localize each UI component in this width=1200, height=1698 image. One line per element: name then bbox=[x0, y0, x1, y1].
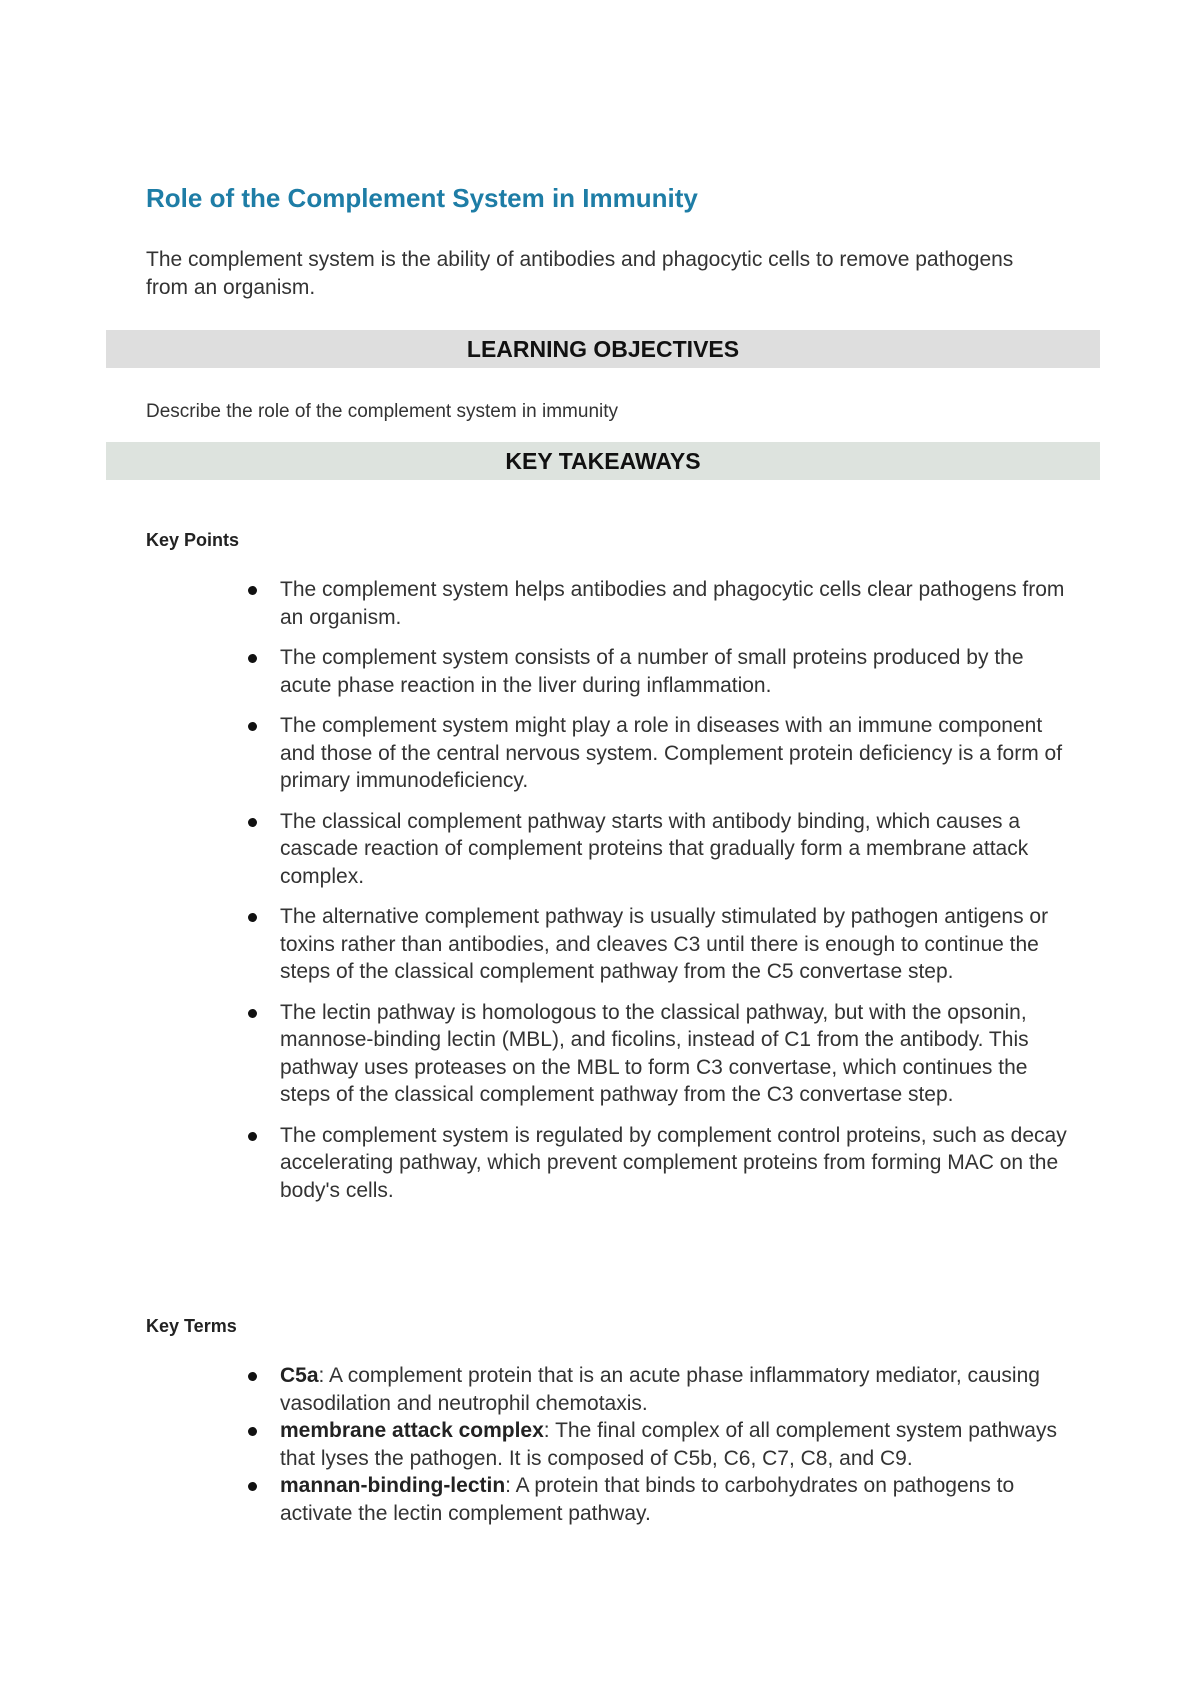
key-terms-list bbox=[280, 1362, 1070, 1527]
key-point-text: The lectin pathway is homologous to the classical pathway, but with the opsonin, mannose-binding lectin (MBL), and ficolins, instead of C1 from the antibody. This pathway uses proteases on the MBL to form C3 convertase, which continues the steps of the classical complement pathway from the C3 convertase step. bbox=[280, 1000, 1029, 1106]
bullet-icon bbox=[248, 654, 257, 663]
key-point-item bbox=[280, 903, 1070, 986]
learning-objective-text: Describe the role of the complement system in immunity bbox=[146, 401, 619, 422]
key-point-item bbox=[280, 808, 1070, 891]
page-title: Role of the Complement System in Immunity bbox=[146, 183, 698, 213]
bullet-icon bbox=[248, 586, 257, 595]
bullet-icon bbox=[248, 1132, 257, 1141]
key-point-item bbox=[280, 576, 1070, 631]
bullet-icon bbox=[248, 818, 257, 827]
key-term-definition: : The final complex of all complement system pathways that lyses the pathogen. It is composed of C5b, C6, C7, C8, and C9. bbox=[280, 1419, 1057, 1470]
bullet-icon bbox=[248, 1009, 257, 1018]
bullet-icon bbox=[248, 913, 257, 922]
key-point-item bbox=[280, 999, 1070, 1109]
key-point-text: The complement system helps antibodies and phagocytic cells clear pathogens from an organism. bbox=[280, 578, 1065, 629]
key-takeaways-banner: KEY TAKEAWAYS bbox=[106, 442, 1100, 480]
key-term-item bbox=[280, 1362, 1070, 1417]
key-terms-heading: Key Terms bbox=[146, 1316, 237, 1336]
key-point-text: The alternative complement pathway is usually stimulated by pathogen antigens or toxins rather than antibodies, and cleaves C3 until there is enough to continue the steps of the classical complement pathway from the C5 convertase step. bbox=[280, 905, 1049, 983]
key-point-item bbox=[280, 644, 1070, 699]
learning-objectives-banner: LEARNING OBJECTIVES bbox=[106, 330, 1100, 368]
key-point-item bbox=[280, 1122, 1070, 1205]
key-point-text: The classical complement pathway starts with antibody binding, which causes a cascade reaction of complement proteins that gradually form a membrane attack complex. bbox=[280, 809, 1029, 888]
key-term-item bbox=[280, 1417, 1070, 1472]
key-term-item bbox=[280, 1472, 1070, 1527]
key-point-text: The complement system might play a role in diseases with an immune component and those of the central nervous system. Complement protein deficiency is a form of primary immunodeficiency. bbox=[280, 714, 1063, 792]
key-term-name: mannan-binding-lectin bbox=[280, 1474, 506, 1497]
key-points-list bbox=[280, 576, 1070, 1217]
key-points-heading: Key Points bbox=[146, 530, 240, 550]
key-point-item bbox=[280, 712, 1070, 795]
bullet-icon bbox=[248, 1372, 257, 1381]
bullet-icon bbox=[248, 722, 257, 731]
key-point-text: The complement system is regulated by complement control proteins, such as decay accelerating pathway, which prevent complement proteins from forming MAC on the body's cells. bbox=[280, 1123, 1067, 1202]
bullet-icon bbox=[248, 1427, 257, 1436]
intro-paragraph: The complement system is the ability of antibodies and phagocytic cells to remove pathogens from an organism. bbox=[146, 248, 1014, 299]
key-point-text: The complement system consists of a number of small proteins produced by the acute phase reaction in the liver during inflammation. bbox=[280, 646, 1024, 697]
bullet-icon bbox=[248, 1482, 257, 1491]
key-term-name: C5a bbox=[280, 1364, 319, 1387]
key-term-definition: : A protein that binds to carbohydrates on pathogens to activate the lectin complement pathway. bbox=[280, 1474, 1015, 1525]
key-term-definition: : A complement protein that is an acute phase inflammatory mediator, causing vasodilation and neutrophil chemotaxis. bbox=[280, 1364, 1040, 1415]
key-term-name: membrane attack complex bbox=[280, 1419, 544, 1442]
